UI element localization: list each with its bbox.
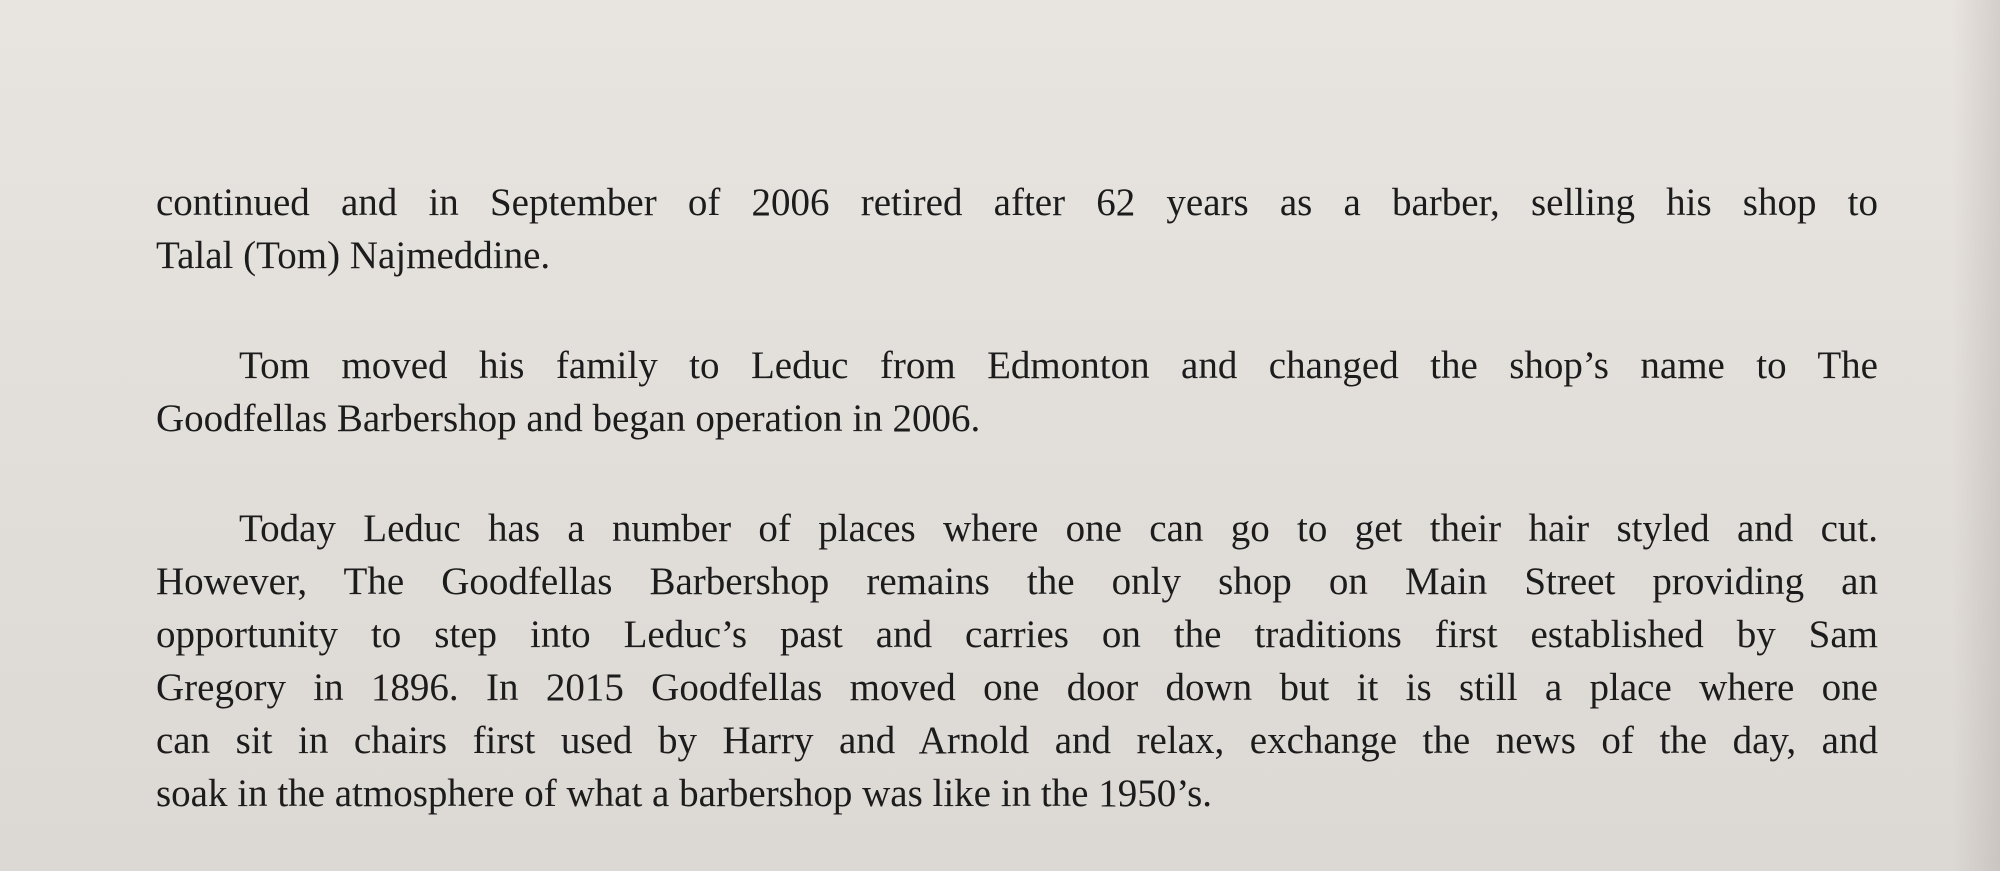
paragraph-2	[156, 339, 1878, 445]
text-line: continued and in September of 2006 retired after 62 years as a barber, selling his shop to	[156, 181, 1878, 224]
text-line: Gregory in 1896. In 2015 Goodfellas moved one door down but it is still a place where one	[156, 666, 1878, 709]
paragraph-3	[156, 502, 1878, 820]
text-line: Tom moved his family to Leduc from Edmonton and changed the shop’s name to The	[239, 344, 1878, 387]
text-line: Today Leduc has a number of places where one can go to get their hair styled and cut.	[239, 507, 1878, 550]
body-text	[156, 176, 1878, 820]
text-line: Talal (Tom) Najmeddine.	[156, 234, 551, 277]
paragraph-1	[156, 176, 1878, 282]
text-line: can sit in chairs first used by Harry and Arnold and relax, exchange the news of the day, and	[156, 719, 1878, 762]
page-edge-shadow	[1952, 0, 2000, 871]
text-line: Goodfellas Barbershop and began operation in 2006.	[156, 397, 981, 440]
text-line: opportunity to step into Leduc’s past and carries on the traditions first established by Sam	[156, 613, 1878, 656]
text-line: However, The Goodfellas Barbershop remains the only shop on Main Street providing an	[156, 560, 1878, 603]
text-line: soak in the atmosphere of what a barbershop was like in the 1950’s.	[156, 772, 1212, 815]
